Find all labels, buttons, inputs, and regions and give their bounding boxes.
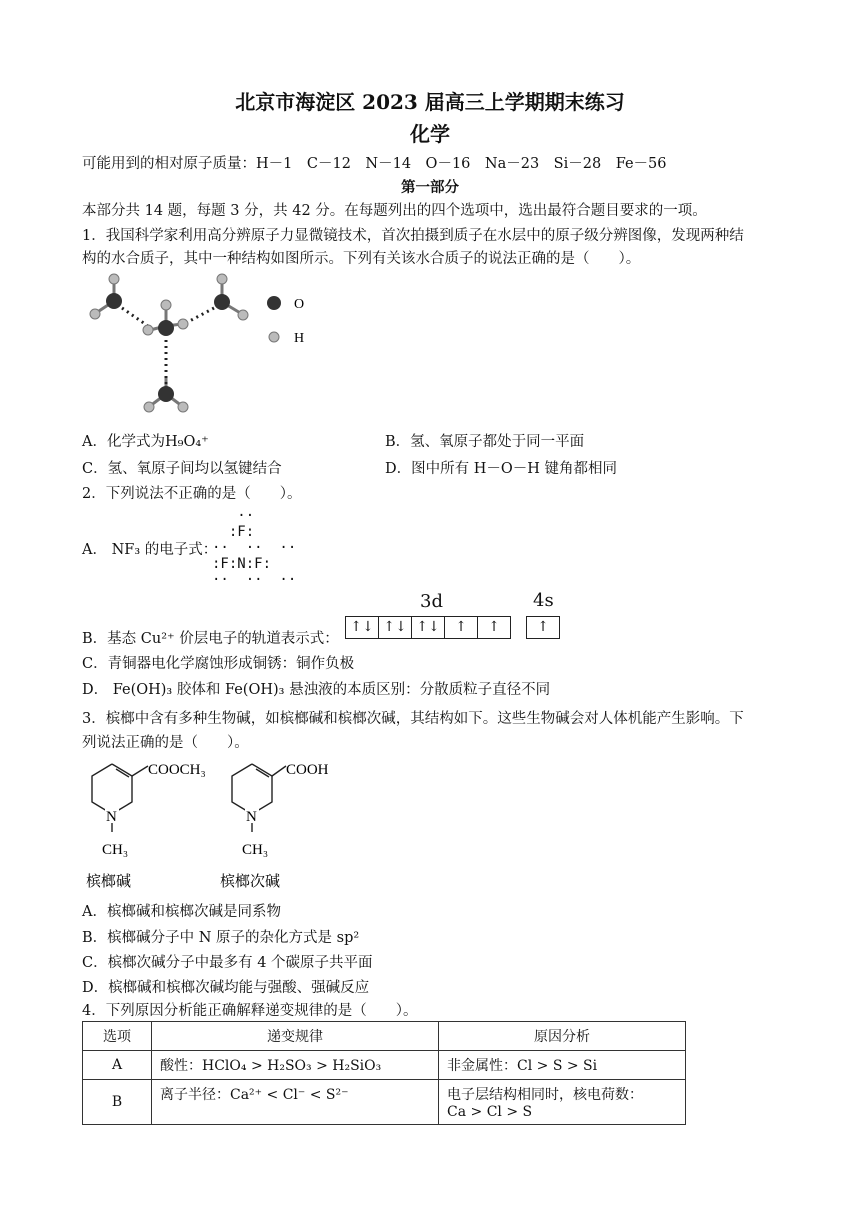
hydrated-proton-diagram (82, 268, 342, 418)
table-header-row (83, 1022, 686, 1051)
q4-table (82, 1021, 686, 1125)
name-arecaidine: 槟榔次碱 (220, 872, 281, 890)
table-row (83, 1051, 686, 1080)
q1-option-c: C．氢、氧原子间均以氢键结合 (82, 461, 282, 477)
q1-option-d: D．图中所有 H－O－H 键角都相同 (385, 461, 618, 477)
q1-option-b: B．氢、氧原子都处于同一平面 (385, 434, 585, 450)
table-cell: B (83, 1080, 152, 1125)
q1-option-a: A．化学式为H₉O₄⁺ (82, 434, 209, 450)
table-cell: 电子层结构相同时，核电荷数： Ca > Cl > S (439, 1080, 686, 1125)
q3-option-a: A．槟榔碱和槟榔次碱是同系物 (82, 904, 281, 920)
hydrogen-legend-icon (269, 332, 279, 342)
q3-option-d: D．槟榔碱和槟榔次碱均能与强酸、强碱反应 (82, 980, 370, 996)
table-header: 原因分析 (439, 1022, 686, 1051)
nf3-electron-formula: ·· :F: ·· ·· ·· :F:N:F: ·· ·· ·· (212, 508, 297, 588)
instructions: 本部分共 14 题，每题 3 分，共 42 分。在每题列出的四个选项中，选出最符合题目要求的一项。 (82, 203, 707, 219)
table-row (83, 1080, 686, 1125)
label-4s: 4s (533, 590, 554, 611)
table-cell: 酸性：HClO₄ > H₂SO₃ > H₂SiO₃ (152, 1051, 439, 1080)
table-cell: 非金属性：Cl > S > Si (439, 1051, 686, 1080)
n-atom-2: N (246, 809, 257, 825)
oxygen-legend-icon (267, 296, 281, 310)
q3-option-b: B．槟榔碱分子中 N 原子的杂化方式是 sp² (82, 930, 360, 946)
group-cooh: COOH (286, 762, 329, 778)
q1-stem-1: 1．我国科学家利用高分辨原子力显微镜技术，首次拍摄到质子在水层中的原子级分辨图像，发现两种结 (82, 228, 744, 244)
q4-stem: 4．下列原因分析能正确解释递变规律的是（ ）。 (82, 1003, 418, 1019)
atomic-masses: 可能用到的相对原子质量：H－1 C－12 N－14 O－16 Na－23 Si－28 Fe－56 (82, 156, 667, 172)
subject-title: 化学 (410, 122, 450, 146)
name-arecoline: 槟榔碱 (86, 872, 132, 890)
arecoline-structures (82, 756, 382, 896)
orbital-4s-box: ↑ (526, 616, 560, 639)
n-atom-1: N (106, 809, 117, 825)
q3-option-c: C．槟榔次碱分子中最多有 4 个碳原子共平面 (82, 955, 373, 971)
group-cooch3: COOCH₃ (148, 762, 206, 778)
q2-stem: 2．下列说法不正确的是（ ）。 (82, 486, 302, 502)
q2-option-d: D． Fe(OH)₃ 胶体和 Fe(OH)₃ 悬浊液的本质区别：分散质粒子直径不同 (82, 682, 551, 698)
legend-o: O (294, 297, 305, 312)
methyl-2: CH₃ (242, 842, 269, 858)
legend-h: H (294, 331, 305, 346)
q2-option-b: B．基态 Cu²⁺ 价层电子的轨道表示式： (82, 631, 339, 647)
table-header: 选项 (83, 1022, 152, 1051)
q2-option-a: A． NF₃ 的电子式： (82, 542, 218, 558)
table-cell: 离子半径：Ca²⁺ < Cl⁻ < S²⁻ (152, 1080, 439, 1125)
part-heading: 第一部分 (401, 179, 459, 196)
q1-stem-2: 构的水合质子，其中一种结构如图所示。下列有关该水合质子的说法正确的是（ ）。 (82, 251, 641, 267)
methyl-1: CH₃ (102, 842, 129, 858)
table-header: 递变规律 (152, 1022, 439, 1051)
orbital-3d-boxes: ↑↓ ↑↓ ↑↓ ↑ ↑ (345, 616, 511, 639)
q3-stem-1: 3．槟榔中含有多种生物碱，如槟榔碱和槟榔次碱，其结构如下。这些生物碱会对人体机能产生影响。下 (82, 711, 744, 727)
label-3d: 3d (420, 591, 443, 612)
table-cell: A (83, 1051, 152, 1080)
page-title: 北京市海淀区 2023 届高三上学期期末练习 (235, 90, 625, 114)
q3-stem-2: 列说法正确的是（ ）。 (82, 735, 249, 751)
q2-option-c: C．青铜器电化学腐蚀形成铜锈：铜作负极 (82, 656, 355, 672)
